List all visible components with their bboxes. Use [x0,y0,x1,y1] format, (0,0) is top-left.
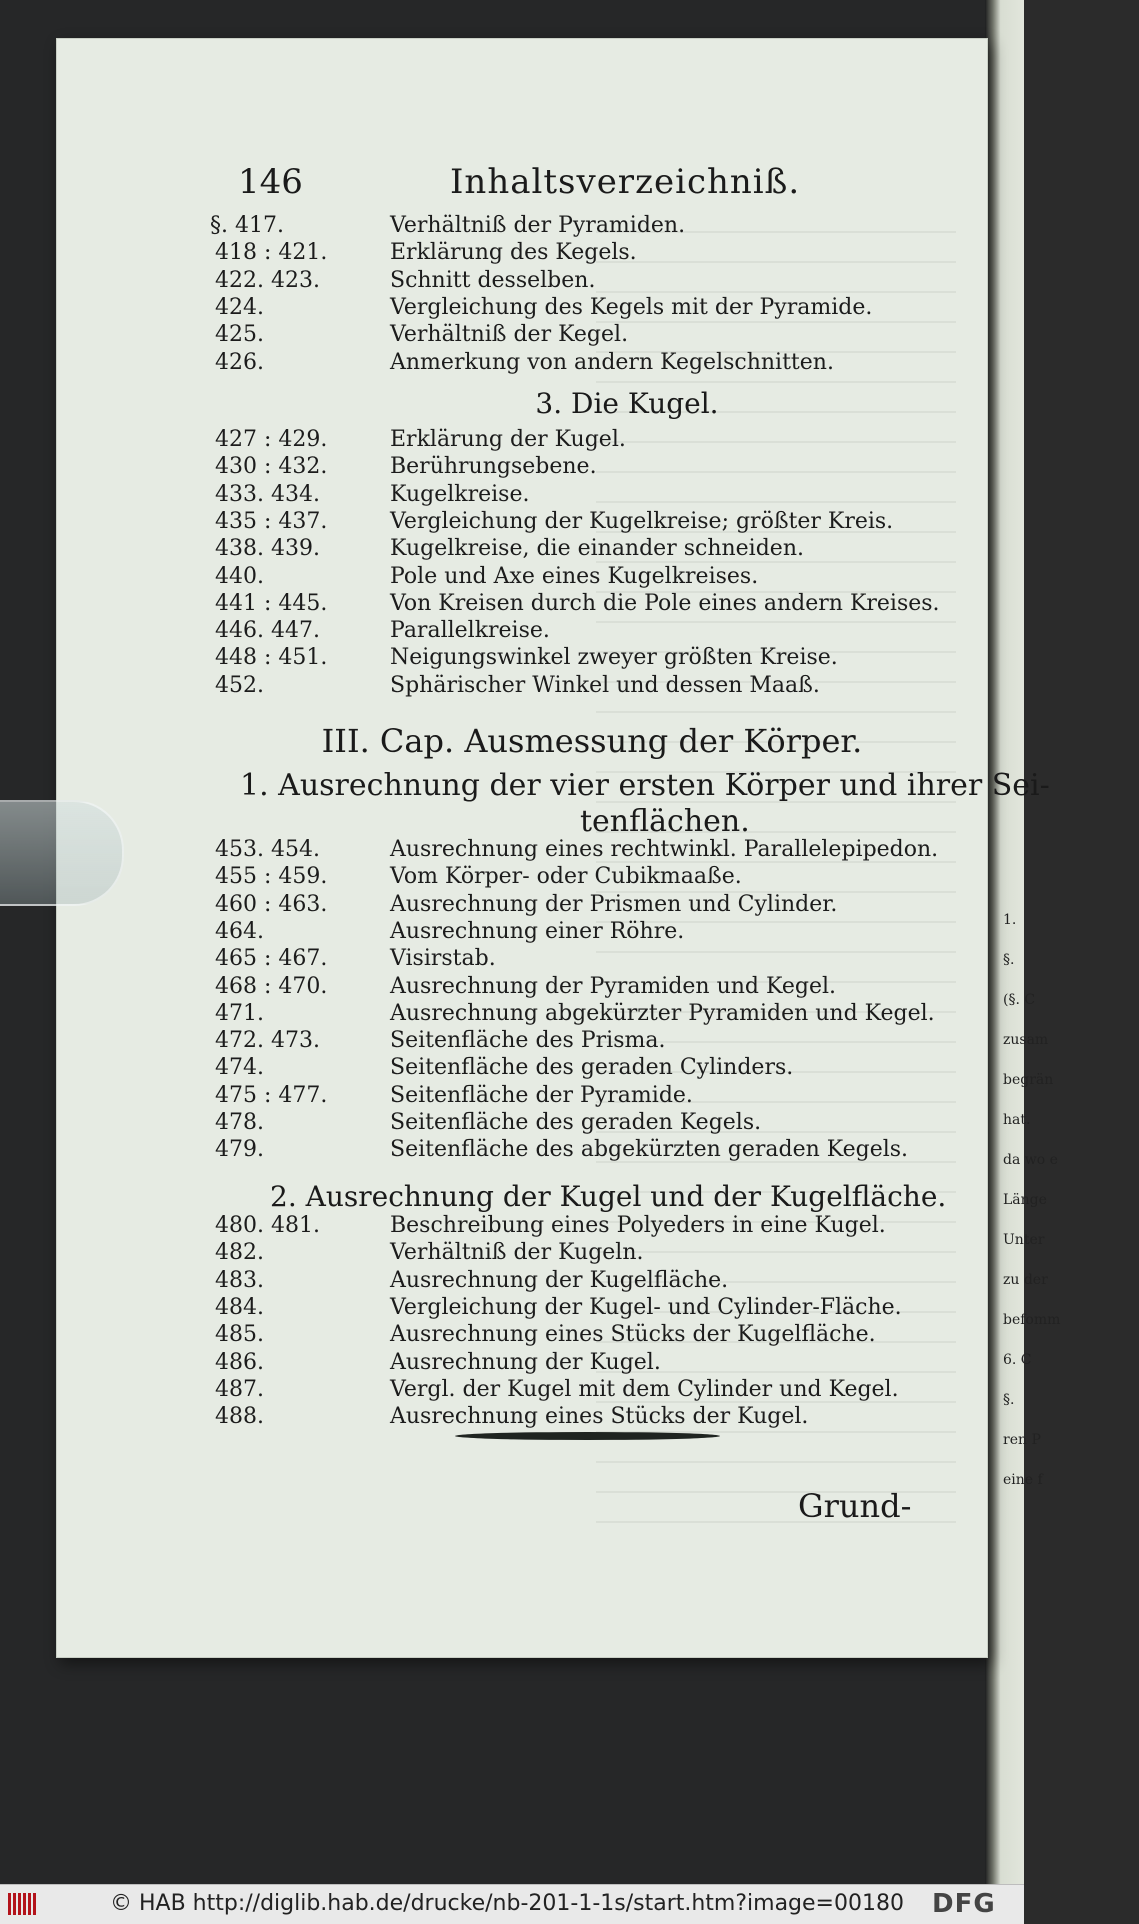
toc-entry-number: 485. [215,1322,264,1348]
toc-entry-number: 430 : 432. [215,454,328,480]
toc-entry-text: Vergl. der Kugel mit dem Cylinder und Kegel. [390,1376,899,1402]
toc-entry-text: Seitenfläche der Pyramide. [390,1082,693,1108]
next-page-fragment: begrän [1003,1072,1054,1088]
toc-entry-number: 441 : 445. [215,590,328,616]
toc-entry-text: Berührungsebene. [390,454,597,480]
toc-entry-text: Beschreibung eines Polyeders in eine Kugel. [390,1213,886,1238]
toc-entry-number: 460 : 463. [215,891,328,917]
next-page-fragment: §. [1003,952,1015,968]
catchword: Grund- [798,1487,912,1525]
toc-entry-text: Anmerkung von andern Kegelschnitten. [390,349,834,375]
toc-entry-number: 471. [215,1000,264,1026]
toc-entry-text: Vergleichung der Kugelkreise; größter Kreis. [390,508,894,534]
toc-entry-number: 488. [215,1404,264,1430]
toc-entry-text: Ausrechnung der Kugel. [390,1349,661,1375]
toc-entry-number: 425. [215,322,264,348]
next-page-fragments [1003,900,1061,1500]
toc-entry-number: 480. 481. [215,1213,320,1238]
dfg-logo: DFG [932,1889,996,1919]
footer-url-link[interactable]: © HAB http://diglib.hab.de/drucke/nb-201-1-1s/start.htm?image=00180 [110,1891,904,1916]
subsection-heading-2: 2. Ausrechnung der Kugel und der Kugelfläche. [270,1180,947,1213]
next-page-fragment: hat. [1003,1112,1031,1128]
toc-entry-text: Ausrechnung einer Röhre. [390,918,685,944]
toc-entry-text: Seitenfläche des geraden Cylinders. [390,1055,794,1081]
toc-entry-text: Erklärung des Kegels. [390,240,637,266]
toc-entry-text: Ausrechnung der Kugelfläche. [390,1267,729,1293]
toc-entry-text: Ausrechnung der Pyramiden und Kegel. [390,973,837,999]
subsection-heading-1-continued: tenflächen. [580,804,750,839]
toc-entry-text: Ausrechnung eines rechtwinkl. Parallelepipedon. [390,837,939,862]
toc-entry-text: Kugelkreise, die einander schneiden. [390,536,804,562]
ornamental-rule [455,1432,720,1440]
toc-entry-number: 479. [215,1137,264,1163]
chapter-heading: III. Cap. Ausmessung der Körper. [321,722,863,760]
viewer-footer [0,1884,1024,1924]
toc-entry-text: Neigungswinkel zweyer größten Kreise. [390,645,838,671]
toc-entry-text: Vergleichung des Kegels mit der Pyramide. [390,294,873,320]
toc-entry-text: Ausrechnung eines Stücks der Kugel. [390,1404,809,1430]
next-page-fragment: eine f [1003,1472,1043,1488]
toc-entry-number: 427 : 429. [215,427,328,452]
toc-entry-number: 448 : 451. [215,645,328,671]
toc-entry-text: Ausrechnung eines Stücks der Kugelfläche. [390,1322,876,1348]
next-page-fragment: zusam [1003,1032,1049,1048]
subsection-heading-1: 1. Ausrechnung der vier ersten Körper und ihrer Sei- [240,768,1050,803]
next-page-fragment: §. [1003,1392,1015,1408]
running-head: Inhaltsverzeichniß. [450,162,801,202]
next-page-fragment: zu der [1003,1272,1048,1288]
toc-entry-number: 455 : 459. [215,864,328,890]
toc-entry-text: Visirstab. [390,946,496,972]
next-page-fragment: befomm [1003,1312,1061,1328]
toc-entry-number: 475 : 477. [215,1082,328,1108]
next-page-fragment: 6. C [1003,1352,1032,1368]
toc-entry-number: 453. 454. [215,837,320,862]
toc-entry-number: 426. [215,349,264,375]
toc-entry-number: 446. 447. [215,618,320,644]
next-page-fragment: Unter [1003,1232,1045,1248]
toc-entry-number: 483. [215,1267,264,1293]
toc-entry-number: 438. 439. [215,536,320,562]
toc-entry-text: Vergleichung der Kugel- und Cylinder-Fläche. [390,1294,902,1320]
toc-entry-number: 418 : 421. [215,240,328,266]
toc-entry-number: 464. [215,918,264,944]
next-page-fragment: (§. C [1003,992,1036,1008]
toc-entry-text: Seitenfläche des Prisma. [390,1028,666,1054]
toc-entry-text: Seitenfläche des geraden Kegels. [390,1110,762,1135]
toc-entry-number: 474. [215,1055,264,1081]
toc-entry-text: Ausrechnung der Prismen und Cylinder. [390,891,838,917]
page-number: 146 [238,162,303,202]
toc-entry-number: 472. 473. [215,1028,320,1054]
toc-entry-number: 452. [215,672,264,698]
toc-entry-number: 433. 434. [215,481,320,507]
toc-entry-text: Verhältniß der Kegel. [390,322,629,348]
toc-entry-number: 478. [215,1110,264,1135]
toc-entry-number: 424. [215,294,264,320]
toc-entry-number: 440. [215,563,264,589]
next-page-fragment: da wo e [1003,1152,1058,1168]
toc-entry-text: Schnitt desselben. [390,267,596,293]
toc-entry-text: Von Kreisen durch die Pole eines andern Kreises. [390,590,940,616]
toc-entry-text: Pole und Axe eines Kugelkreises. [390,563,759,589]
toc-entry-text: Ausrechnung abgekürzter Pyramiden und Kegel. [390,1000,935,1026]
toc-entry-number: 465 : 467. [215,946,328,972]
toc-entry-text: Vom Körper- oder Cubikmaaße. [390,864,742,890]
next-page-fragment: Länge [1003,1192,1047,1208]
toc-entry-text: Sphärischer Winkel und dessen Maaß. [390,672,820,698]
toc-entry-number: §. 417. [210,213,284,238]
toc-entry-text: Erklärung der Kugel. [390,427,626,452]
toc-entry-text: Seitenfläche des abgekürzten geraden Kegels. [390,1137,909,1163]
toc-entry-number: 487. [215,1376,264,1402]
toc-entry-text: Kugelkreise. [390,481,530,507]
next-page-fragment: 1. [1003,912,1017,928]
toc-entry-text: Parallelkreise. [390,618,550,644]
toc-entry-text: Verhältniß der Kugeln. [390,1240,644,1266]
toc-entry-number: 468 : 470. [215,973,328,999]
next-page-fragment: ren P [1003,1432,1041,1448]
toc-entry-number: 486. [215,1349,264,1375]
section-heading-kugel: 3. Die Kugel. [535,387,719,420]
toc-entry-text: Verhältniß der Pyramiden. [390,213,686,238]
hab-logo-icon [8,1893,48,1917]
toc-entry-number: 435 : 437. [215,508,328,534]
toc-entry-number: 422. 423. [215,267,320,293]
toc-entry-number: 484. [215,1294,264,1320]
toc-entry-number: 482. [215,1240,264,1266]
scanner-thumb-shadow [0,800,124,906]
